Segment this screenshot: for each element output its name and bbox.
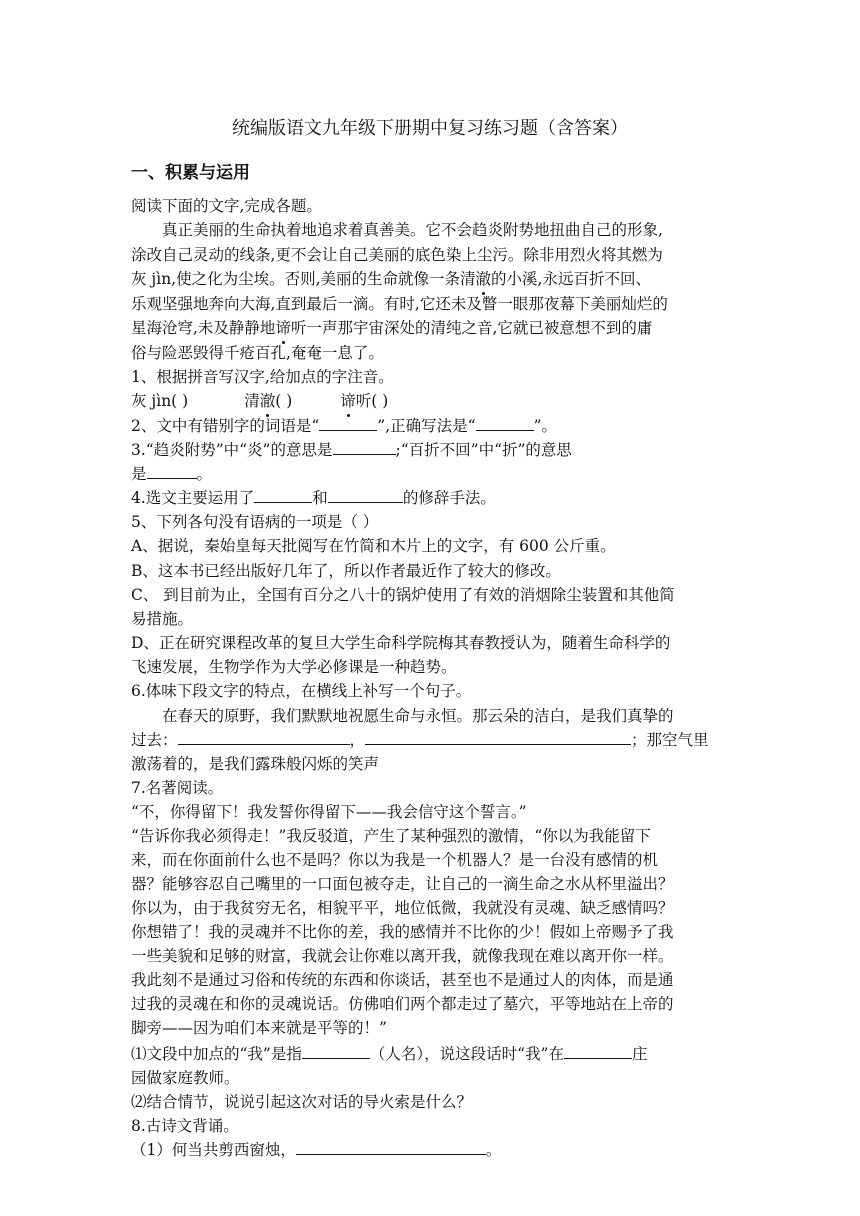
q7-text-line: “告诉你我必须得走！”我反驳道，产生了某种强烈的激情，“你以为我能留下: [131, 827, 651, 845]
q7-sub-1: ⑴文段中加点的“我”是指 （人名），说这段话时“我”在 庄: [131, 1045, 648, 1063]
answer-blank[interactable]: [328, 487, 403, 503]
answer-blank[interactable]: [319, 415, 377, 431]
q7-text-line: 你想错了！我的灵魂并不比你的差，我的感情并不比你的少！假如上帝赐予了我: [131, 923, 674, 941]
dotted-char: 谛: [275, 319, 291, 337]
q1-item-b: 清澈( ): [244, 392, 293, 410]
answer-blank[interactable]: [476, 415, 534, 431]
question-1: 1、根据拼音写汉字,给加点的字注音。: [131, 368, 394, 386]
q1-item-c: 谛听( ): [340, 392, 389, 410]
q7-sub-1-cont: 园做家庭教师。: [131, 1069, 240, 1087]
section-heading: 一、积累与运用: [131, 163, 250, 183]
answer-blank[interactable]: [302, 1043, 370, 1059]
answer-blank[interactable]: [333, 439, 396, 455]
question-4: 4.选文主要运用了 和 的修辞手法。: [131, 489, 496, 507]
q5-option-a: A、据说，秦始皇每天批阅写在竹简和木片上的文字，有 600 公斤重。: [131, 537, 616, 555]
q7-text-line: 过我的灵魂在和你的灵魂说话。仿佛咱们两个都走过了墓穴，平等地站在上帝的: [131, 995, 674, 1013]
answer-blank[interactable]: [296, 1139, 486, 1155]
answer-blank[interactable]: [564, 1043, 632, 1059]
q5-option-d-cont: 飞速发展，生物学作为大学必修课是一种趋势。: [131, 658, 457, 676]
dotted-char: 澈: [475, 270, 492, 288]
reading-intro: 阅读下面的文字,完成各题。: [131, 197, 322, 215]
q7-text-line: 你以为，由于我贫穷无名，相貌平平，地位低微，我就没有灵魂、缺乏感情吗？: [131, 899, 674, 917]
q5-option-b: B、这本书已经出版好几年了，所以作者最近作了较大的修改。: [131, 562, 561, 580]
q5-option-d: D、正在研究课程改革的复旦大学生命科学院梅其春教授认为，随着生命科学的: [131, 634, 671, 652]
q7-text-line: 我此刻不是通过习俗和传统的东西和你谈话，甚至也不是通过人的肉体，而是通: [131, 971, 674, 989]
passage-line: 星海沧穹,未及静静地谛听一声那宇宙深处的清纯之音,它就已被意想不到的庸: [131, 319, 653, 337]
question-5: 5、下列各句没有语病的一项是（ ）: [131, 513, 379, 531]
passage-line: 涂改自己灵动的线条,更不会让自己美丽的底色染上尘污。除非用烈火将其燃为: [131, 246, 663, 264]
question-2: 2、文中有错别字的词语是“ ”,正确写法是“ ”。: [131, 417, 558, 435]
q7-text-line: 来，而在你面前什么也不是吗？你以为我是一个机器人？是一台没有感情的机: [131, 851, 659, 869]
question-3-cont: 是 。: [131, 465, 213, 483]
q7-text-line: 器？能够容忍自己嘴里的一口面包被夺走，让自己的一滴生命之水从杯里溢出？: [131, 875, 674, 893]
q6-text-line: 过去： ， ；那空气里: [131, 731, 709, 749]
q7-sub-2: ⑵结合情节，说说引起这次对话的导火索是什么？: [131, 1093, 473, 1111]
passage-line: 真正美丽的生命执着地追求着真善美。它不会趋炎附势地扭曲自己的形象,: [162, 221, 663, 239]
page-title: 统编版语文九年级下册期中复习练习题（含答案）: [232, 118, 628, 139]
q5-option-c-cont: 易措施。: [131, 610, 194, 628]
q7-text-line: “不，你得留下！我发誓你得留下——我会信守这个誓言。”: [131, 803, 527, 821]
question-8: 8.古诗文背诵。: [131, 1117, 239, 1135]
question-7: 7.名著阅读。: [131, 779, 224, 797]
passage-line: 灰 jìn,使之化为尘埃。否则,美丽的生命就像一条清澈的小溪,永远百折不回、: [131, 270, 651, 288]
answer-blank[interactable]: [178, 729, 350, 745]
q7-text-line: 脚旁——因为咱们本来就是平等的！”: [131, 1019, 387, 1037]
passage-line: 乐观坚强地奔向大海,直到最后一滴。有时,它还未及瞥一眼那夜幕下美丽灿烂的: [131, 295, 668, 313]
q1-item-a: 灰 jìn( ): [131, 392, 189, 410]
q6-text-line: 在春天的原野，我们默默地祝愿生命与永恒。那云朵的洁白，是我们真挚的: [162, 707, 674, 725]
question-6: 6.体味下段文字的特点，在横线上补写一个句子。: [131, 682, 472, 700]
question-3: 3.“趋炎附势”中“炎”的意思是 ;“百折不回”中“折”的意思: [131, 441, 572, 459]
q5-option-c: C、 到目前为止，全国有百分之八十的锅炉使用了有效的消烟除尘装置和其他简: [131, 586, 675, 604]
question-1-items: [131, 390, 388, 412]
answer-blank[interactable]: [365, 729, 631, 745]
q8-item-1: （1）何当共剪西窗烛， 。: [131, 1141, 502, 1159]
answer-blank[interactable]: [147, 463, 197, 479]
answer-blank[interactable]: [254, 487, 312, 503]
q6-text-line: 激荡着的，是我们露珠般闪烁的笑声: [131, 755, 380, 773]
q7-text-line: 一些美貌和足够的财富，我就会让你难以离开我，就像我现在难以离开你一样。: [131, 947, 674, 965]
passage-line: 俗与险恶毁得千疮百孔,奄奄一息了。: [131, 344, 384, 362]
